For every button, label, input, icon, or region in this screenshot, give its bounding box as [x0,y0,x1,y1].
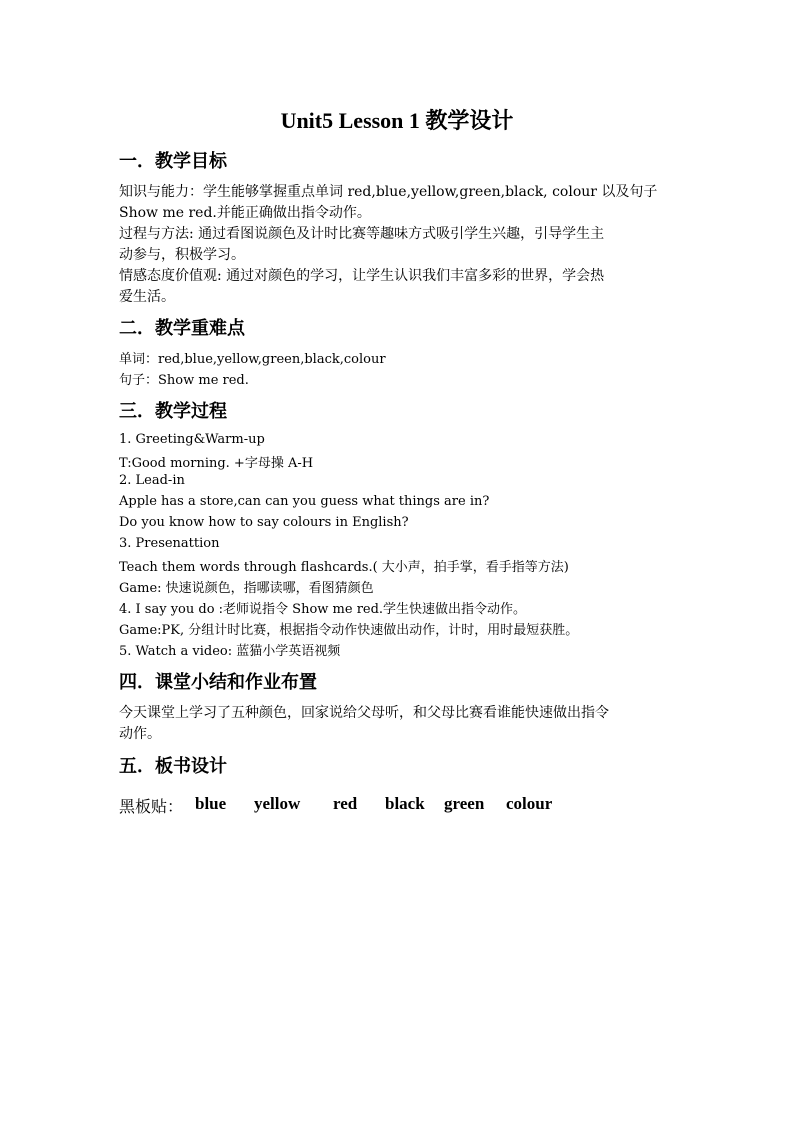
list-item: 2. Lead-in [119,473,185,488]
board-word: green [444,794,485,813]
list-item: 5. Watch a video: 蓝猫小学英语视频 [119,644,341,659]
list-item: Apple has a store,can can you guess what things are in? [119,494,490,509]
list-item: Game:PK, 分组计时比赛，根据指令动作快速做出动作，计时，用时最短获胜。 [119,623,579,638]
board-word: black [385,794,425,813]
paragraph-line: 知识与能力：学生能够掌握重点单词 red,blue,yellow,green,black, colour 以及句子 [119,184,658,200]
section-heading-key-points: 二．教学重难点 [119,318,245,339]
paragraph-line: 情感态度价值观: 通过对颜色的学习，让学生认识我们丰富多彩的世界，学会热 [119,268,605,284]
board-word: red [333,794,358,813]
list-item: Game: 快速说颜色，指哪读哪，看图猜颜色 [119,581,374,596]
section-heading-board-design: 五．板书设计 [119,756,227,777]
section-heading-summary: 四．课堂小结和作业布置 [119,672,317,693]
document-title: Unit5 Lesson 1 教学设计 [280,108,514,133]
list-item: 1. Greeting&Warm-up [119,432,265,447]
board-word: yellow [254,794,301,813]
paragraph-line: Show me red.并能正确做出指令动作。 [119,205,371,221]
list-item: 3. Presenattion [119,536,220,551]
list-item: Teach them words through flashcards.( 大小声，拍手掌，看手指等方法) [119,560,569,575]
board-words-line [119,794,553,817]
paragraph-line: 动参与，积极学习。 [119,247,245,263]
list-item: 4. I say you do :老师说指令 Show me red.学生快速做出指令动作。 [119,602,527,617]
list-item: T:Good morning. +字母操 A-H [119,456,314,471]
paragraph-line: 单词：red,blue,yellow,green,black,colour [119,352,386,367]
board-word: blue [195,794,227,813]
list-item: Do you know how to say colours in English? [119,515,409,530]
paragraph-line: 句子：Show me red. [119,373,249,388]
paragraph-line: 动作。 [119,726,161,742]
paragraph-line: 爱生活。 [119,289,175,305]
paragraph-line: 今天课堂上学习了五种颜色，回家说给父母听，和父母比赛看谁能快速做出指令 [119,705,609,721]
section-heading-objectives: 一．教学目标 [119,151,227,172]
board-word: colour [506,794,553,813]
section-heading-process: 三．教学过程 [119,401,227,422]
paragraph-line: 过程与方法: 通过看图说颜色及计时比赛等趣味方式吸引学生兴趣，引导学生主 [119,226,605,242]
board-label: 黑板贴： [119,797,184,816]
